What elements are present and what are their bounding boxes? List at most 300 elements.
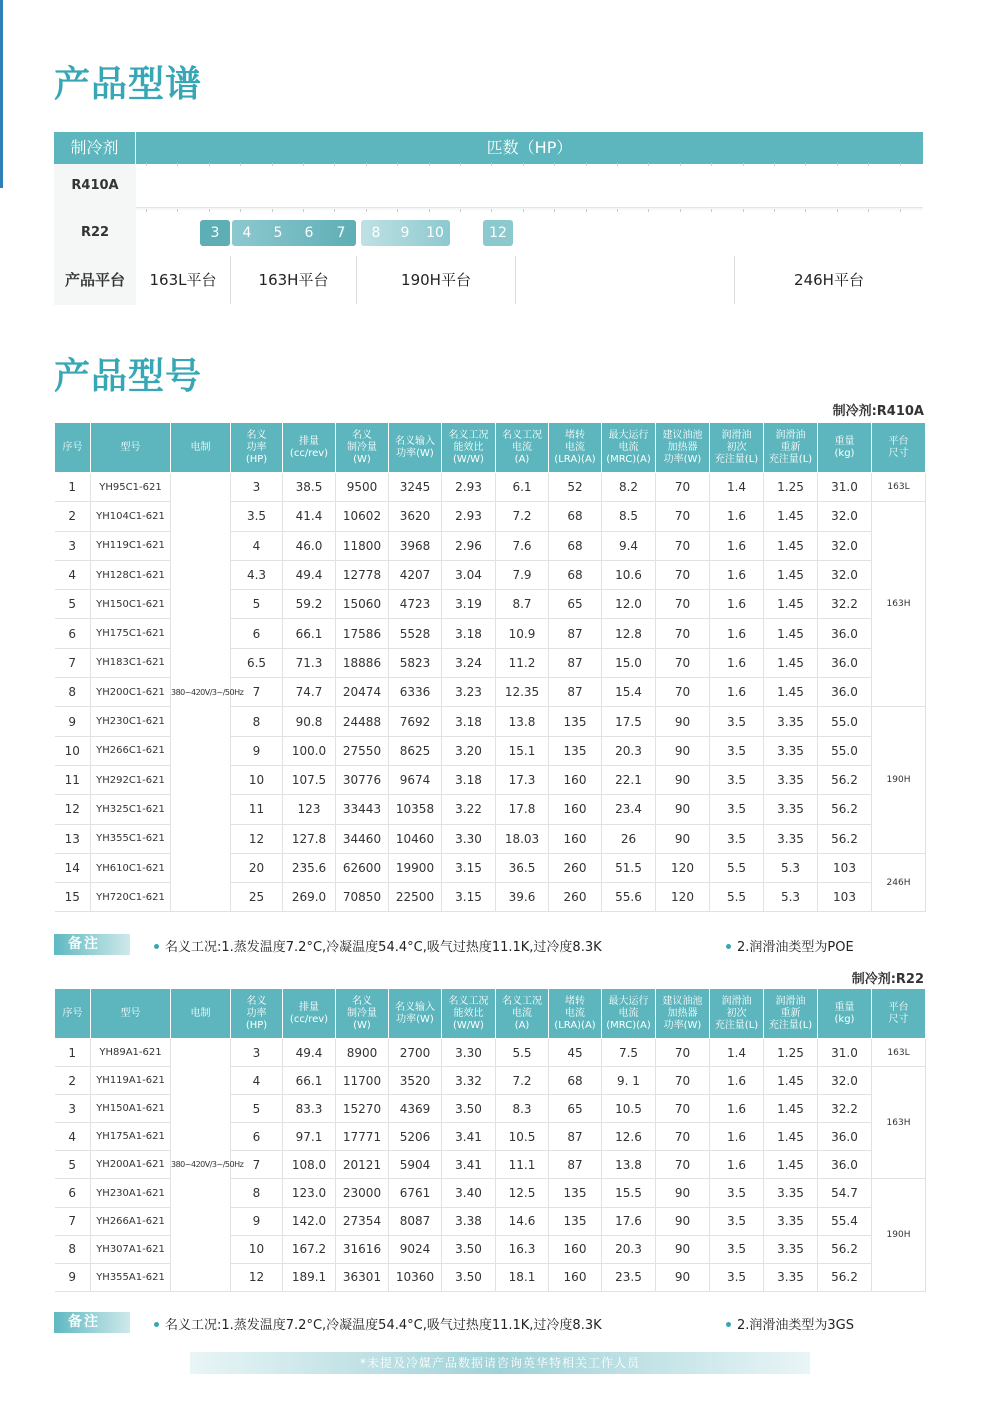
hp-value: 9: [400, 225, 410, 241]
table-cell: 55.0: [818, 736, 872, 765]
table-cell: 6: [55, 619, 91, 648]
table-cell: 1.6: [710, 1151, 764, 1179]
table-cell: 8: [231, 1179, 283, 1207]
table-cell: 23.4: [602, 795, 656, 824]
tick-mark: [617, 209, 618, 212]
hp-value: 3: [210, 177, 220, 194]
table-cell: 36.0: [818, 1151, 872, 1179]
tick-mark: [774, 163, 775, 166]
tick-mark: [240, 163, 241, 166]
table-cell: 1.45: [764, 1151, 818, 1179]
table-cell: 10.9: [496, 619, 549, 648]
note-tag: 备注: [54, 934, 130, 955]
platform-163h: 163H平台: [230, 256, 356, 304]
table-cell: 3.35: [764, 1207, 818, 1235]
table-cell: 1.45: [764, 678, 818, 707]
table-cell: 3.15: [442, 883, 496, 912]
table-cell: 87: [549, 678, 602, 707]
tick-mark: [805, 209, 806, 212]
r410a-hp-segment: [361, 173, 513, 199]
table-cell: 135: [549, 1207, 602, 1235]
table-cell: YH230A1-621: [91, 1179, 171, 1207]
r22-table: [54, 988, 926, 1292]
tick-mark: [429, 163, 430, 166]
table-cell: 18886: [336, 648, 389, 677]
table-cell: 9: [55, 1263, 91, 1291]
table-cell: 87: [549, 1123, 602, 1151]
table-cell: 90.8: [283, 707, 336, 736]
column-header: 名义 制冷量 (W): [336, 423, 389, 473]
tick-mark: [586, 163, 587, 166]
tick-mark: [711, 209, 712, 212]
hp-value: 10: [426, 177, 444, 194]
r410a-hp-segment: [200, 173, 230, 199]
table-cell: 23000: [336, 1179, 389, 1207]
table-cell: 160: [549, 824, 602, 853]
tick-mark: [303, 163, 304, 166]
r22-hp-segment: [200, 220, 230, 246]
table-cell: 7.6: [496, 531, 549, 560]
table-cell: 90: [656, 1207, 710, 1235]
table-cell: 18.03: [496, 824, 549, 853]
table-cell: 16.3: [496, 1235, 549, 1263]
table-cell: 12.0: [602, 590, 656, 619]
footer-note: *未提及冷媒产品数据请咨询英华特相关工作人员: [190, 1352, 810, 1374]
hp-value: 11: [459, 177, 477, 194]
table-cell: 5.5: [496, 1039, 549, 1067]
table-cell: 70: [656, 648, 710, 677]
left-accent-bar: [0, 0, 3, 188]
table-cell: YH200A1-621: [91, 1151, 171, 1179]
column-header: 序号: [55, 989, 91, 1039]
table-cell: 135: [549, 1179, 602, 1207]
tick-mark: [240, 209, 241, 212]
hp-value: 8: [371, 177, 381, 194]
table-cell: 127.8: [283, 824, 336, 853]
note-condition: 名义工况:1.蒸发温度7.2°C,冷凝温度54.4°C,吸气过热度11.1K,过冷度8.3K: [154, 1314, 602, 1333]
table-cell: 3.04: [442, 560, 496, 589]
table-cell: 7.2: [496, 1067, 549, 1095]
platform-size: 190H: [872, 707, 926, 853]
table-cell: YH128C1-621: [91, 560, 171, 589]
table-cell: 19900: [389, 853, 442, 882]
table-cell: 3968: [389, 531, 442, 560]
table-cell: 74.7: [283, 678, 336, 707]
table-row: [55, 1039, 926, 1067]
table-cell: YH610C1-621: [91, 853, 171, 882]
table-cell: 1.6: [710, 590, 764, 619]
table-cell: 5.5: [710, 883, 764, 912]
table-cell: 120: [656, 853, 710, 882]
table-cell: 70: [656, 619, 710, 648]
table-cell: 1.6: [710, 1095, 764, 1123]
table-cell: 7.9: [496, 560, 549, 589]
table-cell: 12.8: [602, 619, 656, 648]
table-cell: 6761: [389, 1179, 442, 1207]
table-cell: 3.38: [442, 1207, 496, 1235]
table-cell: 20121: [336, 1151, 389, 1179]
table-cell: 70: [656, 1123, 710, 1151]
hp-value: 5: [273, 177, 283, 194]
table-cell: 167.2: [283, 1235, 336, 1263]
table-cell: 3: [231, 1039, 283, 1067]
table-cell: YH183C1-621: [91, 648, 171, 677]
column-header: 平台 尺寸: [872, 989, 926, 1039]
table-cell: 10358: [389, 795, 442, 824]
table-cell: 135: [549, 707, 602, 736]
tick-mark: [523, 209, 524, 212]
table-cell: YH175C1-621: [91, 619, 171, 648]
table-row: [55, 473, 926, 502]
tick-mark: [429, 209, 430, 212]
table-cell: 8: [231, 707, 283, 736]
tick-mark: [177, 163, 178, 166]
table-cell: 3.32: [442, 1067, 496, 1095]
table-cell: 3.35: [764, 824, 818, 853]
table-cell: 70: [656, 678, 710, 707]
table-cell: 55.4: [818, 1207, 872, 1235]
hp-value: 12: [489, 225, 507, 241]
table-cell: YH95C1-621: [91, 473, 171, 502]
table-cell: 17.8: [496, 795, 549, 824]
column-header: 排量 (cc/rev): [283, 989, 336, 1039]
column-header: 名义工况 电流 (A): [496, 423, 549, 473]
table-cell: 3.50: [442, 1235, 496, 1263]
tick-mark: [272, 163, 273, 166]
tick-mark: [209, 209, 210, 212]
table-cell: 1.6: [710, 678, 764, 707]
table-cell: 3.5: [710, 1207, 764, 1235]
table-cell: 3.40: [442, 1179, 496, 1207]
tick-mark: [209, 163, 210, 166]
table-cell: 20: [231, 853, 283, 882]
table-cell: 6: [231, 1123, 283, 1151]
tick-mark: [366, 209, 367, 212]
table-cell: 6.5: [231, 648, 283, 677]
table-cell: 25: [231, 883, 283, 912]
table-cell: 1.6: [710, 648, 764, 677]
table-cell: 1.4: [710, 1039, 764, 1067]
table-cell: 1.45: [764, 648, 818, 677]
table-cell: 120: [656, 883, 710, 912]
column-header: 名义 功率 (HP): [231, 989, 283, 1039]
table-cell: 59.2: [283, 590, 336, 619]
table-cell: 8900: [336, 1039, 389, 1067]
table-cell: 3.24: [442, 648, 496, 677]
table-cell: 22500: [389, 883, 442, 912]
table-cell: 3: [231, 473, 283, 502]
table-cell: 90: [656, 824, 710, 853]
row-label-r22: R22: [80, 225, 110, 240]
table-cell: YH89A1-621: [91, 1039, 171, 1067]
table-cell: 10: [231, 765, 283, 794]
table-cell: 11: [231, 795, 283, 824]
tick-mark: [805, 163, 806, 166]
table-cell: 3.50: [442, 1263, 496, 1291]
table-cell: 3.5: [710, 795, 764, 824]
table-cell: 7: [231, 678, 283, 707]
platform-163l: 163L平台: [149, 271, 217, 289]
tick-mark: [460, 209, 461, 212]
tick-mark: [617, 163, 618, 166]
tick-mark: [648, 209, 649, 212]
table-cell: 3620: [389, 502, 442, 531]
table-cell: 66.1: [283, 1067, 336, 1095]
table-cell: 31.0: [818, 1039, 872, 1067]
table-cell: 10.5: [602, 1095, 656, 1123]
table-cell: 1.45: [764, 1095, 818, 1123]
bullet-icon: [154, 1322, 159, 1327]
table-cell: 32.0: [818, 502, 872, 531]
table-cell: 39.6: [496, 883, 549, 912]
lane-r410a: [136, 164, 923, 208]
table-cell: 1.45: [764, 619, 818, 648]
header-refrigerant: 制冷剂: [54, 132, 135, 164]
table-cell: 15270: [336, 1095, 389, 1123]
table-cell: 13.8: [496, 707, 549, 736]
table-cell: 8.3: [496, 1095, 549, 1123]
tick-mark: [586, 209, 587, 212]
table-cell: 3.35: [764, 765, 818, 794]
column-header: 排量 (cc/rev): [283, 423, 336, 473]
hp-value: 12: [489, 177, 507, 194]
table-cell: 38.5: [283, 473, 336, 502]
table-cell: 62600: [336, 853, 389, 882]
table-cell: YH307A1-621: [91, 1235, 171, 1263]
column-header: 序号: [55, 423, 91, 473]
hp-value: 6: [304, 177, 314, 194]
table-cell: 26: [602, 824, 656, 853]
table-cell: 70: [656, 473, 710, 502]
table-cell: 3.5: [710, 707, 764, 736]
table-cell: 1: [55, 1039, 91, 1067]
table-cell: 3.35: [764, 1179, 818, 1207]
tick-mark: [491, 209, 492, 212]
table-cell: 1.25: [764, 473, 818, 502]
table-cell: 56.2: [818, 765, 872, 794]
table-cell: 55.0: [818, 707, 872, 736]
column-header: 型号: [91, 989, 171, 1039]
table-cell: YH200C1-621: [91, 678, 171, 707]
tick-mark: [743, 163, 744, 166]
tick-mark: [366, 163, 367, 166]
table-cell: 31.0: [818, 473, 872, 502]
table-cell: 11.2: [496, 648, 549, 677]
table-cell: YH325C1-621: [91, 795, 171, 824]
note-r22: [54, 1311, 925, 1333]
table-cell: 97.1: [283, 1123, 336, 1151]
tick-mark: [837, 163, 838, 166]
table-cell: 3.20: [442, 736, 496, 765]
tick-mark: [900, 209, 901, 212]
table-cell: 3.23: [442, 678, 496, 707]
table-cell: YH720C1-621: [91, 883, 171, 912]
header-hp: 匹数（HP）: [136, 132, 923, 164]
table-cell: 36.0: [818, 678, 872, 707]
table-cell: 3.35: [764, 707, 818, 736]
table-cell: 2700: [389, 1039, 442, 1067]
hp-value: 7: [336, 177, 346, 194]
table-cell: 36301: [336, 1263, 389, 1291]
table-cell: 32.0: [818, 1067, 872, 1095]
table-cell: 3520: [389, 1067, 442, 1095]
table-cell: 9: [55, 707, 91, 736]
table-cell: 1.45: [764, 590, 818, 619]
table-cell: 3.5: [231, 502, 283, 531]
table-cell: 4: [55, 1123, 91, 1151]
note-condition: 名义工况:1.蒸发温度7.2°C,冷凝温度54.4°C,吸气过热度11.1K,过冷度8.3K: [154, 936, 602, 955]
table-cell: 11800: [336, 531, 389, 560]
table-cell: 4369: [389, 1095, 442, 1123]
table-cell: 160: [549, 1263, 602, 1291]
r410a-hp-segment: [891, 173, 921, 199]
column-header: 名义输入 功率(W): [389, 989, 442, 1039]
table-cell: 5528: [389, 619, 442, 648]
table-cell: 18.1: [496, 1263, 549, 1291]
table-cell: 12: [55, 795, 91, 824]
table-cell: 8625: [389, 736, 442, 765]
table-cell: YH150C1-621: [91, 590, 171, 619]
table-cell: 1.45: [764, 531, 818, 560]
platform-blank: [515, 256, 734, 304]
table-cell: 49.4: [283, 560, 336, 589]
tick-mark: [554, 163, 555, 166]
table-cell: 135: [549, 736, 602, 765]
table-cell: 15.5: [602, 1179, 656, 1207]
table-cell: 13.8: [602, 1151, 656, 1179]
table-cell: YH119A1-621: [91, 1067, 171, 1095]
table-cell: 31616: [336, 1235, 389, 1263]
table-cell: 9500: [336, 473, 389, 502]
tick-mark: [868, 209, 869, 212]
tick-mark: [680, 163, 681, 166]
platform-label: 产品平台: [64, 271, 125, 289]
table-cell: 10.6: [602, 560, 656, 589]
table-cell: 6: [231, 619, 283, 648]
table-cell: 68: [549, 1067, 602, 1095]
table-cell: 2.96: [442, 531, 496, 560]
table-cell: 10460: [389, 824, 442, 853]
column-header: 建议油池 加热器 功率(W): [656, 423, 710, 473]
hp-value: 4: [242, 177, 252, 194]
platform-size: 246H: [872, 853, 926, 912]
table-cell: 4723: [389, 590, 442, 619]
table-cell: 5: [55, 590, 91, 619]
column-header: 电制: [171, 423, 231, 473]
table-cell: 68: [549, 531, 602, 560]
column-header: 名义 制冷量 (W): [336, 989, 389, 1039]
platform-size: 163H: [872, 1067, 926, 1179]
column-header: 名义 功率 (HP): [231, 423, 283, 473]
tick-mark: [146, 163, 147, 166]
table-cell: 49.4: [283, 1039, 336, 1067]
table-cell: 3.15: [442, 853, 496, 882]
table-cell: 3.30: [442, 824, 496, 853]
table-cell: 142.0: [283, 1207, 336, 1235]
table-cell: 27354: [336, 1207, 389, 1235]
table-cell: 7: [55, 648, 91, 677]
hp-value: 25: [897, 177, 915, 194]
table-cell: 5: [55, 1151, 91, 1179]
table-cell: 10.5: [496, 1123, 549, 1151]
table-cell: 36.0: [818, 648, 872, 677]
table-cell: 5: [231, 1095, 283, 1123]
tick-mark: [900, 163, 901, 166]
table-cell: 24488: [336, 707, 389, 736]
table-cell: 17.5: [602, 707, 656, 736]
table-cell: 15.1: [496, 736, 549, 765]
table-cell: 12.35: [496, 678, 549, 707]
tick-mark: [837, 209, 838, 212]
table-cell: 3.5: [710, 765, 764, 794]
table-cell: 90: [656, 736, 710, 765]
electric-spec: 380~420V/3~/50Hz: [171, 1039, 231, 1292]
table-cell: 10: [231, 1235, 283, 1263]
table-cell: 108.0: [283, 1151, 336, 1179]
column-header: 名义工况 电流 (A): [496, 989, 549, 1039]
hp-value: 5: [273, 225, 283, 241]
product-spectrum: [54, 132, 923, 305]
table-cell: 36.0: [818, 619, 872, 648]
row-label-r410a: R410A: [71, 178, 119, 193]
table-cell: 11700: [336, 1067, 389, 1095]
r410a-hp-segment: [232, 173, 356, 199]
table-cell: 1.25: [764, 1039, 818, 1067]
table-cell: 56.2: [818, 795, 872, 824]
table-cell: 12.6: [602, 1123, 656, 1151]
table-cell: 8.5: [602, 502, 656, 531]
column-header: 堵转 电流 (LRA)(A): [549, 423, 602, 473]
table-cell: 11: [55, 765, 91, 794]
table-cell: 70: [656, 1067, 710, 1095]
column-header: 重量 (kg): [818, 423, 872, 473]
table-cell: 1.45: [764, 502, 818, 531]
column-header: 名义工况 能效比 (W/W): [442, 989, 496, 1039]
table-cell: 17586: [336, 619, 389, 648]
table-cell: 15: [55, 883, 91, 912]
table-cell: 17.6: [602, 1207, 656, 1235]
table-cell: 107.5: [283, 765, 336, 794]
table-cell: 56.2: [818, 1235, 872, 1263]
table-cell: 14: [55, 853, 91, 882]
table-cell: 5.3: [764, 883, 818, 912]
table-cell: 55.6: [602, 883, 656, 912]
table-cell: 70: [656, 1039, 710, 1067]
table-cell: 52: [549, 473, 602, 502]
r22-hp-segment: [483, 220, 513, 246]
table-cell: 70: [656, 560, 710, 589]
table-cell: 70: [656, 531, 710, 560]
table-cell: YH175A1-621: [91, 1123, 171, 1151]
table-cell: 103: [818, 883, 872, 912]
r410a-hp-segment: [734, 173, 764, 199]
tick-mark: [397, 163, 398, 166]
electric-spec: 380~420V/3~/50Hz: [171, 473, 231, 912]
column-header: 堵转 电流 (LRA)(A): [549, 989, 602, 1039]
table-cell: 6: [55, 1179, 91, 1207]
table-cell: YH230C1-621: [91, 707, 171, 736]
table-cell: 5823: [389, 648, 442, 677]
table-cell: 90: [656, 1235, 710, 1263]
tick-mark: [711, 163, 712, 166]
table-cell: 4: [231, 531, 283, 560]
column-header: 润滑油 初次 充注量(L): [710, 989, 764, 1039]
table-cell: 56.2: [818, 1263, 872, 1291]
table-cell: 5.3: [764, 853, 818, 882]
table-cell: 87: [549, 648, 602, 677]
table-cell: 8.2: [602, 473, 656, 502]
table-cell: 2: [55, 502, 91, 531]
